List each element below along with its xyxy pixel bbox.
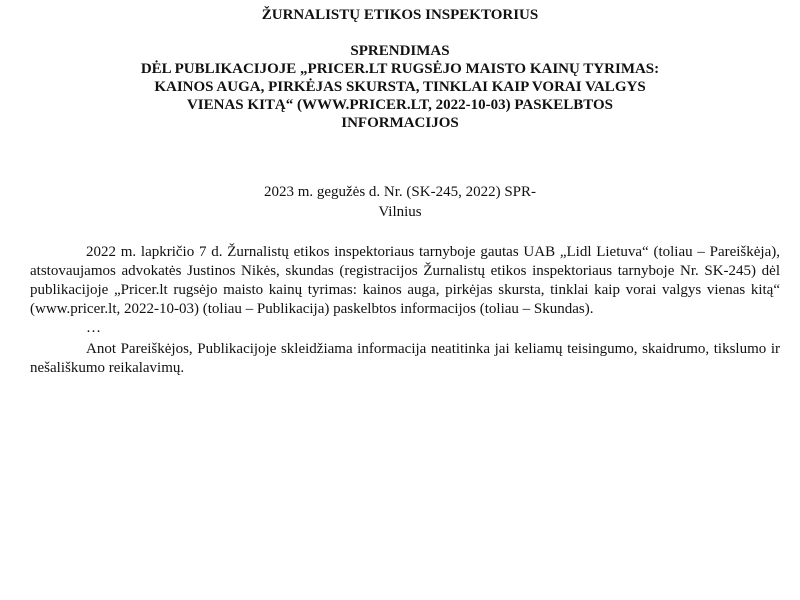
- paragraph-2: …: [86, 320, 101, 336]
- paragraph-3: Anot Pareiškėjos, Publikacijoje skleidžiama informacija neatitinka jai keliamų teisingumo, skaidrumo, tikslumo ir nešališkumo reikalavimų.: [30, 341, 780, 376]
- paragraph-1: 2022 m. lapkričio 7 d. Žurnalistų etikos inspektoriaus tarnyboje gautas UAB „Lidl Lietuva“ (toliau – Pareiškėja), atstovaujamos advokatės Justinos Nikės, skundas (registracijos Žurnalistų etikos inspektoriaus tarnyboje Nr. SK-245) dėl publikacijoje „Pricer.lt rugsėjo maisto kainų tyrimas: kainos auga, pirkėjas skursta, tinklai kaip vorai valgys vienas kitą“ (www.pricer.lt, 2022-10-03) (toliau – Publikacija) paskelbtos informacijos (toliau – Skundas).: [30, 244, 780, 317]
- city-line: Vilnius: [378, 204, 422, 220]
- inspector-heading: ŽURNALISTŲ ETIKOS INSPEKTORIUS: [261, 7, 539, 23]
- body-text: [30, 243, 780, 378]
- date-line: 2023 m. gegužės d. Nr. (SK-245, 2022) SPR-: [263, 184, 537, 200]
- decision-heading: SPRENDIMAS: [350, 43, 450, 59]
- subject-heading: DĖL PUBLIKACIJOJE „PRICER.LT RUGSĖJO MAISTO KAINŲ TYRIMAS: KAINOS AUGA, PIRKĖJAS SKURSTA, TINKLAI KAIP VORAI VALGYS VIENAS KITĄ“ (WWW.PRICER.LT, 2022-10-03) PASKELBTOS INFORMACIJOS: [140, 61, 660, 131]
